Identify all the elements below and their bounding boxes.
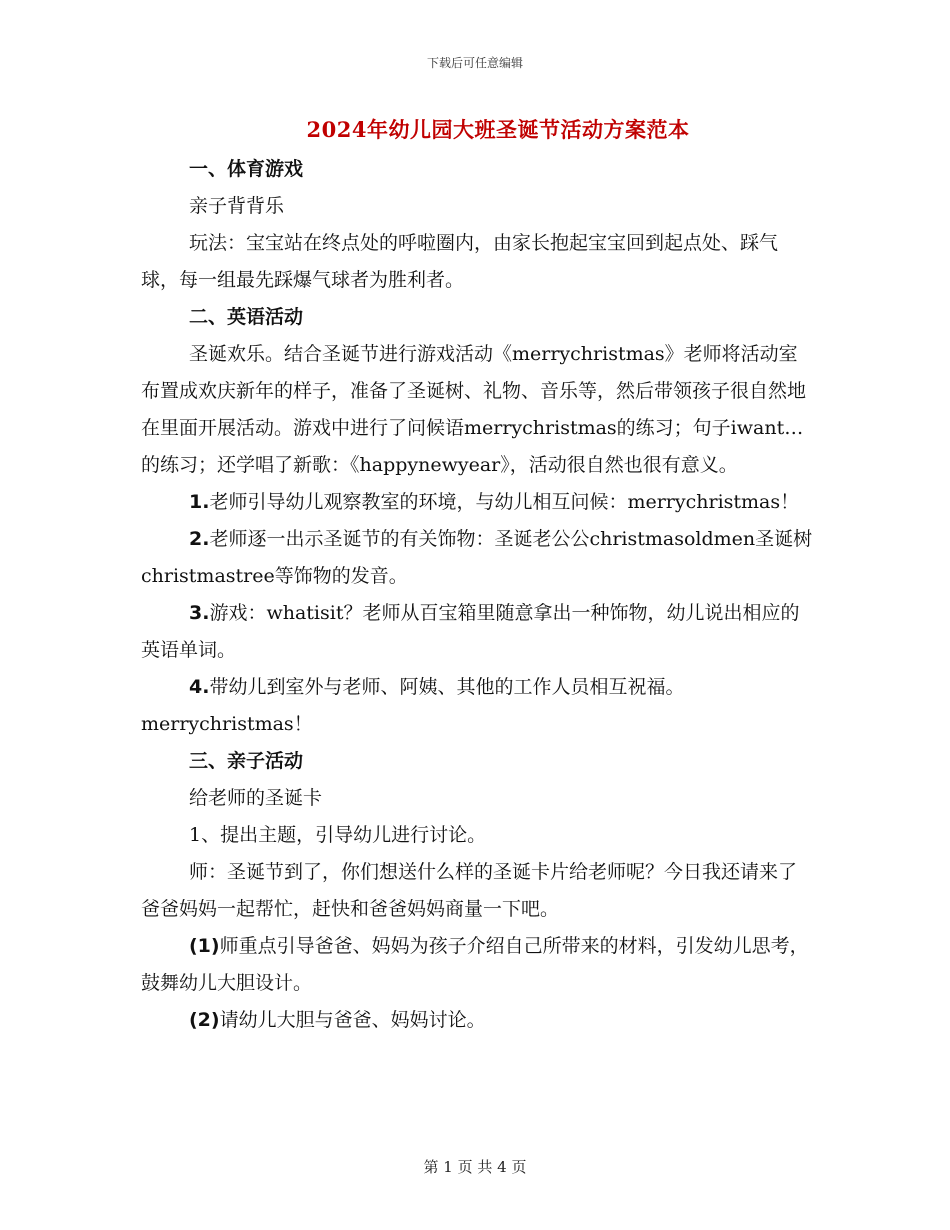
- document-body: [141, 151, 813, 1039]
- list-item-number: 4.: [189, 676, 210, 698]
- list-item-number: (1): [189, 935, 220, 957]
- list-item-number: (2): [189, 1009, 220, 1031]
- list-item-text: 带幼儿到室外与老师、阿姨、其他的工作人员相互祝福。merrychristmas！: [141, 676, 685, 735]
- list-item-number: 2.: [189, 528, 210, 550]
- list-item: [141, 595, 813, 669]
- list-item: [141, 521, 813, 595]
- section-heading-english: 二、英语活动: [189, 306, 304, 328]
- list-item-number: 3.: [189, 602, 210, 624]
- list-item-number: 1.: [189, 491, 210, 513]
- step-text: 1、提出主题，引导幼儿进行讨论。: [189, 824, 487, 846]
- teacher-dialogue: 师：圣诞节到了，你们想送什么样的圣诞卡片给老师呢？今日我还请来了爸爸妈妈一起帮忙，赶快和爸爸妈妈商量一下吧。: [141, 861, 798, 920]
- game-name: 亲子背背乐: [189, 195, 285, 217]
- list-item-text: 老师引导幼儿观察教室的环境，与幼儿相互问候：merrychristmas！: [209, 491, 800, 513]
- game-rules: 玩法：宝宝站在终点处的呼啦圈内，由家长抱起宝宝回到起点处、踩气球，每一组最先踩爆气球者为胜利者。: [141, 232, 779, 291]
- list-item-text: 游戏：whatisit？老师从百宝箱里随意拿出一种饰物，幼儿说出相应的英语单词。: [141, 602, 800, 661]
- section-heading-sports: 一、体育游戏: [189, 158, 304, 180]
- list-item: [141, 669, 813, 743]
- section-heading-parent-child: 三、亲子活动: [189, 750, 304, 772]
- list-item: [141, 484, 813, 521]
- list-item-text: 请幼儿大胆与爸爸、妈妈讨论。: [219, 1009, 486, 1031]
- english-intro: 圣诞欢乐。结合圣诞节进行游戏活动《merrychristmas》老师将活动室布置成欢庆新年的样子，准备了圣诞树、礼物、音乐等，然后带领孩子很自然地在里面开展活动。游戏中进行了问候语merrychristmas的练习；句子iwant…的练习；还学唱了新歌：《happynewyear》，活动很自然也很有意义。: [141, 343, 807, 476]
- header-note: 下载后可任意编辑: [426, 56, 523, 70]
- list-item: [141, 928, 813, 1002]
- document-title: 2024年幼儿园大班圣诞节活动方案范本: [306, 117, 690, 142]
- list-item: [141, 1002, 813, 1039]
- list-item-text: 老师逐一出示圣诞节的有关饰物：圣诞老公公christmasoldmen圣诞树christmastree等饰物的发音。: [141, 528, 813, 587]
- activity-name: 给老师的圣诞卡: [189, 787, 323, 809]
- list-item-text: 师重点引导爸爸、妈妈为孩子介绍自己所带来的材料，引发幼儿思考，鼓舞幼儿大胆设计。: [141, 935, 809, 994]
- page-footer: 第 1 页 共 4 页: [423, 1158, 527, 1176]
